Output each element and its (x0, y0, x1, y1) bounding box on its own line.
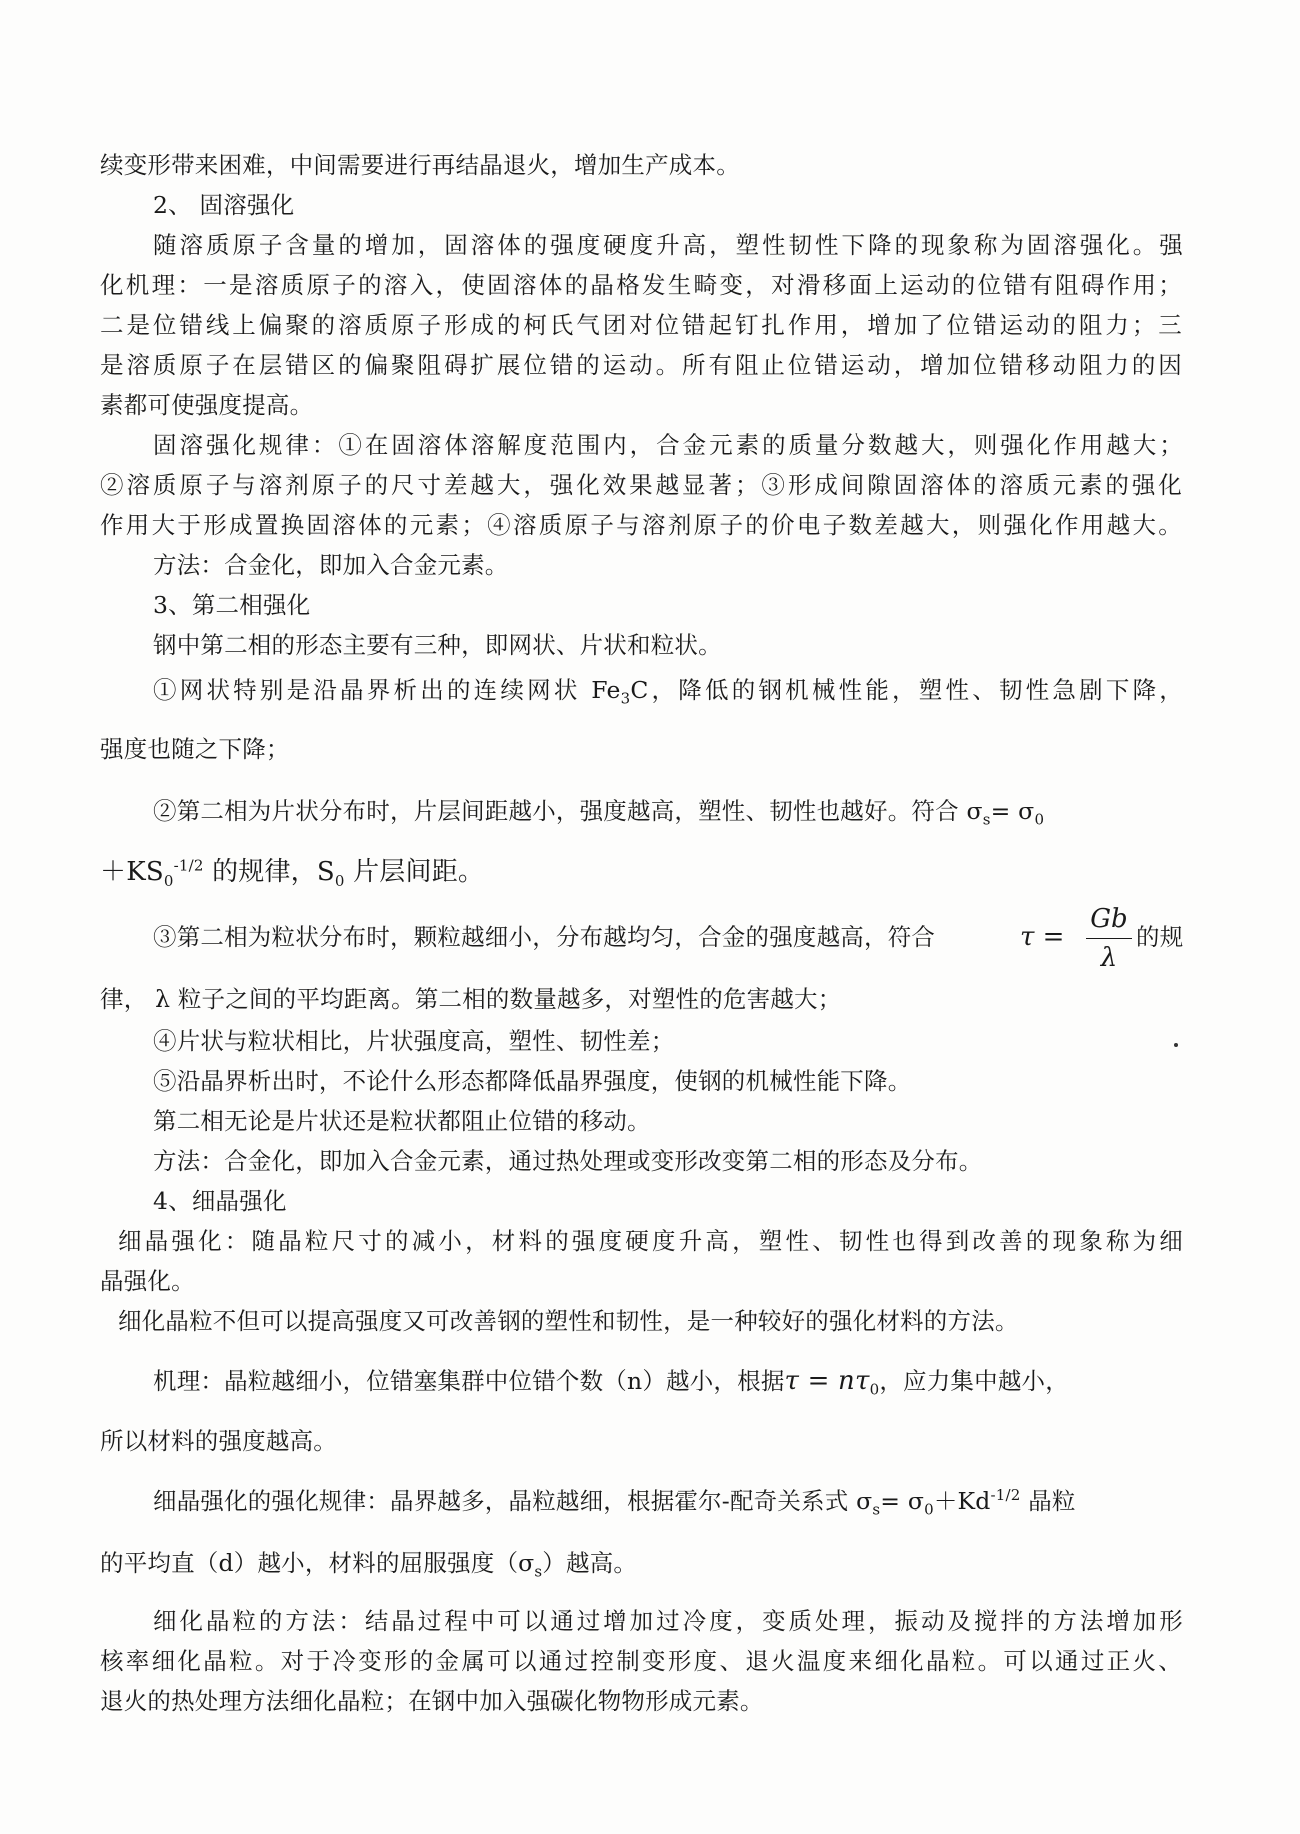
paragraph-line: 细晶强化：随晶粒尺寸的减小，材料的强度硬度升高，塑性、韧性也得到改善的现象称为细 (118, 1227, 1183, 1255)
fraction-denominator: λ (1100, 943, 1118, 973)
paragraph-line: ④片状与粒状相比，片状强度高，塑性、韧性差； (153, 1027, 675, 1055)
paragraph-line: 的平均直（d）越小，材料的屈服强度$(\sigma_s)$越高。 (100, 1549, 638, 1581)
paragraph-line: ③第二相为粒状分布时，颗粒越细小，分布越均匀，合金的强度越高，符合 (153, 923, 936, 951)
paragraph-line: 作用大于形成置换固溶体的元素；④溶质原子与溶剂原子的价电子数差越大，则强化作用越大。 (100, 511, 1182, 539)
paragraph-line: 素都可使强度提高。 (100, 391, 314, 419)
formula-line: $+KS_0^{-1/2}$ 的规律，$S_0$ 片层间距。 (100, 856, 485, 891)
paragraph-line: 核率细化晶粒。对于冷变形的金属可以通过控制变形度、退火温度来细化晶粒。可以通过正火、 (100, 1647, 1182, 1675)
paragraph-line: 退火的热处理方法细化晶粒；在钢中加入强碳化物物形成元素。 (100, 1687, 764, 1715)
tau-symbol: τ = (1020, 922, 1065, 952)
paragraph-line: ②第二相为片状分布时，片层间距越小，强度越高，塑性、韧性也越好。符合 $\sigma_s= \sigma_0$ (153, 797, 1045, 829)
fraction-gb-over-lambda (1086, 902, 1132, 975)
paragraph-line: 晶强化。 (100, 1267, 195, 1295)
scan-dot (1174, 1043, 1178, 1047)
paragraph-line: 第二相无论是片状还是粒状都阻止位错的移动。 (153, 1107, 651, 1135)
paragraph-line: 化机理：一是溶质原子的溶入，使固溶体的晶格发生畸变，对滑移面上运动的位错有阻碍作用； (100, 271, 1182, 299)
paragraph-line: 细化晶粒的方法：结晶过程中可以通过增加过冷度，变质处理，振动及搅拌的方法增加形 (153, 1607, 1183, 1635)
paragraph-line: 续变形带来困难，中间需要进行再结晶退火，增加生产成本。 (100, 151, 740, 179)
paragraph-line: 细晶强化的强化规律：晶界越多，晶粒越细，根据霍尔-配奇关系式 $\sigma_s= \sigma_0+Kd^{-1/2}$ 晶粒 (153, 1486, 1076, 1519)
fraction-numerator: Gb (1086, 902, 1132, 939)
paragraph-line: ①网状特别是沿晶界析出的连续网状 $Fe_3C$，降低的钢机械性能，塑性、韧性急剧下降， (153, 676, 1183, 707)
paragraph-line: ⑤沿晶界析出时，不论什么形态都降低晶界强度，使钢的机械性能下降。 (153, 1067, 912, 1095)
section-heading-second-phase: 3、第二相强化 (153, 591, 311, 619)
paragraph-line: ②溶质原子与溶剂原子的尺寸差越大，强化效果越显著；③形成间隙固溶体的溶质元素的强化 (100, 471, 1182, 499)
paragraph-line: 细化晶粒不但可以提高强度又可改善钢的塑性和韧性，是一种较好的强化材料的方法。 (118, 1307, 1019, 1335)
section-heading-fine-grain: 4、细晶强化 (153, 1187, 287, 1215)
method-line: 方法：合金化，即加入合金元素。 (153, 551, 509, 579)
paragraph-line: 钢中第二相的形态主要有三种，即网状、片状和粒状。 (153, 631, 722, 659)
paragraph-line: 二是位错线上偏聚的溶质原子形成的柯氏气团对位错起钉扎作用，增加了位错运动的阻力；三 (100, 311, 1182, 339)
paragraph-line: 是溶质原子在层错区的偏聚阻碍扩展位错的运动。所有阻止位错运动，增加位错移动阻力的因 (100, 351, 1182, 379)
method-line: 方法：合金化，即加入合金元素，通过热处理或变形改变第二相的形态及分布。 (153, 1147, 983, 1175)
paragraph-line: 机理：晶粒越细小，位错塞集群中位错个数（n）越小，根据$\tau = n\tau_0$，应力集中越小， (153, 1366, 1069, 1399)
paragraph-line: 固溶强化规律：①在固溶体溶解度范围内，合金元素的质量分数越大，则强化作用越大； (153, 431, 1183, 459)
paragraph-line: 律， λ 粒子之间的平均距离。第二相的数量越多，对塑性的危害越大； (100, 985, 842, 1013)
paragraph-line-tail: 的规 (1136, 923, 1184, 951)
paragraph-line: 所以材料的强度越高。 (100, 1427, 337, 1455)
section-heading-solid-solution: 2、 固溶强化 (153, 191, 295, 219)
paragraph-line: 强度也随之下降； (100, 735, 290, 763)
paragraph-line: 随溶质原子含量的增加，固溶体的强度硬度升高，塑性韧性下降的现象称为固溶强化。强 (153, 231, 1183, 259)
